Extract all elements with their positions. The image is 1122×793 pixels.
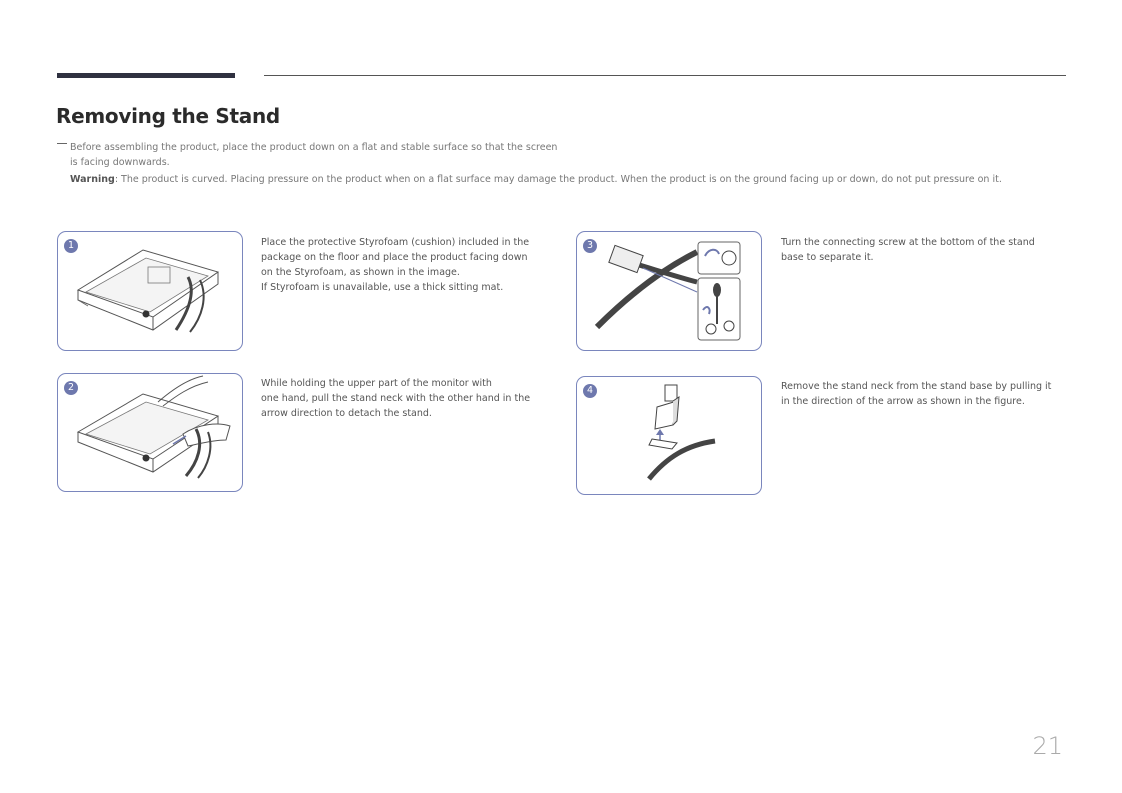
step-1-line: on the Styrofoam, as shown in the image. [261, 267, 460, 278]
note-line-2: is facing downwards. [70, 157, 170, 168]
warning-label: Warning [70, 174, 115, 185]
step-4-text [781, 379, 1071, 409]
step-4-illustration [576, 376, 762, 495]
warning-text [70, 172, 1070, 187]
step-1-line: package on the floor and place the product facing down [261, 252, 528, 263]
warning-body: : The product is curved. Placing pressure on the product when on a flat surface may damage the product. When the product is on the ground facing up or down, do not put pressure on it. [114, 174, 1002, 185]
step-3-line: base to separate it. [781, 252, 874, 263]
step-1-illustration [57, 231, 243, 351]
detach-stand-neck-illustration [58, 374, 242, 491]
page-number: 21 [1032, 732, 1063, 760]
step-2-text [261, 376, 541, 421]
step-2-badge: 2 [64, 381, 78, 395]
step-2-line: While holding the upper part of the monitor with [261, 378, 492, 389]
remove-stand-neck-illustration [577, 377, 761, 494]
note-line-1: Before assembling the product, place the product down on a flat and stable surface so that the screen [70, 142, 558, 153]
page-title: Removing the Stand [56, 104, 280, 128]
step-2-illustration [57, 373, 243, 492]
step-2-line: arrow direction to detach the stand. [261, 408, 432, 419]
step-3-illustration [576, 231, 762, 351]
step-2-line: one hand, pull the stand neck with the other hand in the [261, 393, 531, 404]
monitor-on-cushion-illustration [58, 232, 242, 350]
note-dash [57, 143, 67, 144]
step-1-badge: 1 [64, 239, 78, 253]
step-4-line: Remove the stand neck from the stand base by pulling it [781, 381, 1052, 392]
step-1-line: Place the protective Styrofoam (cushion) included in the [261, 237, 530, 248]
stand-base-screw-illustration [577, 232, 761, 350]
header-rule [264, 75, 1066, 76]
header-accent-bar [57, 73, 235, 78]
step-3-badge: 3 [583, 239, 597, 253]
step-1-text [261, 235, 541, 295]
step-1-line: If Styrofoam is unavailable, use a thick sitting mat. [261, 282, 504, 293]
step-3-text [781, 235, 1071, 265]
step-4-badge: 4 [583, 384, 597, 398]
step-3-line: Turn the connecting screw at the bottom of the stand [781, 237, 1035, 248]
step-4-line: in the direction of the arrow as shown in the figure. [781, 396, 1025, 407]
note-text [70, 140, 570, 170]
